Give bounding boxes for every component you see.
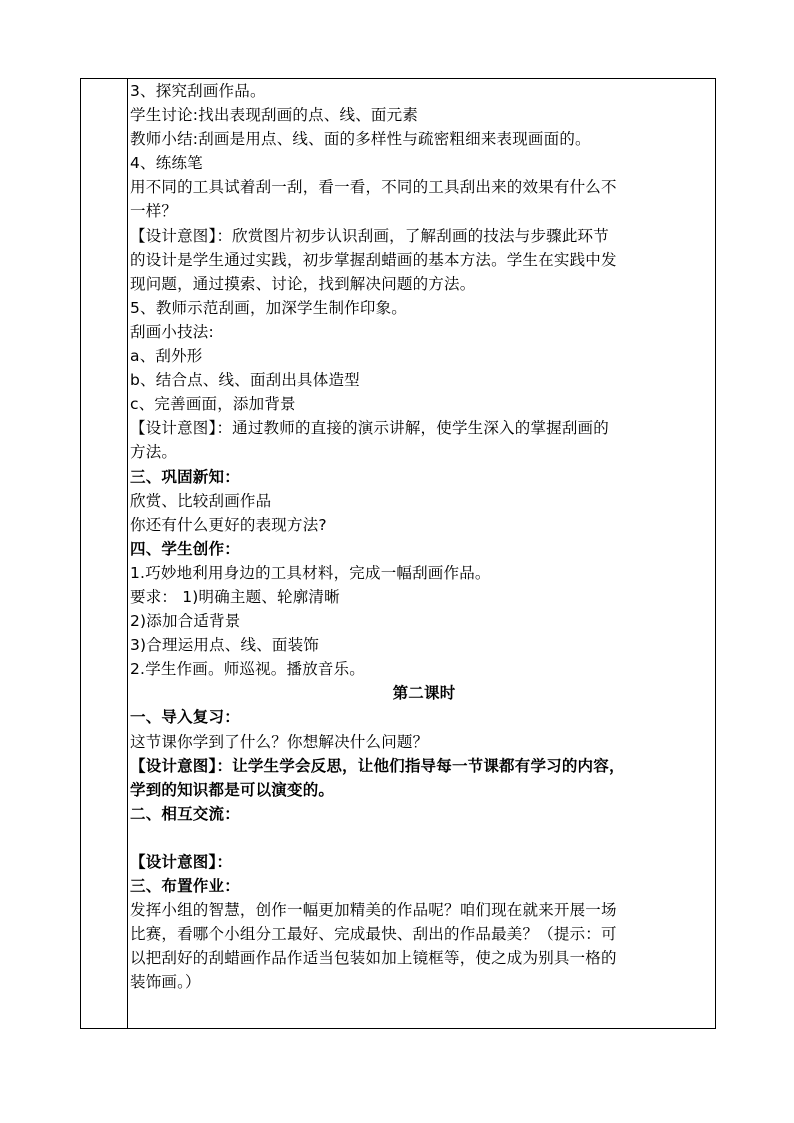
text-line: 发挥小组的智慧，创作一幅更加精美的作品呢？咱们现在就来开展一场 (130, 901, 617, 920)
text-line: 【设计意图】：让学生学会反思，让他们指导每一节课都有学习的内容， (130, 756, 625, 775)
text-line: 你还有什么更好的表现方法? (130, 515, 327, 534)
text-line: 学到的知识都是可以演变的。 (130, 780, 335, 799)
text-line: 三、布置作业： (130, 877, 240, 896)
text-line: 教师小结:刮画是用点、线、面的多样性与疏密粗细来表现画面的。 (130, 130, 591, 149)
lesson-table (80, 78, 716, 1029)
lesson-content-cell (130, 79, 718, 995)
text-line: 5、教师示范刮画，加深学生制作印象。 (130, 298, 407, 317)
text-line: 一样？ (130, 202, 178, 221)
table-left-column (81, 79, 128, 1028)
text-line: 的设计是学生通过实践，初步掌握刮蜡画的基本方法。学生在实践中发 (130, 250, 617, 269)
text-line: 这节课你学到了什么？你想解决什么问题？ (130, 732, 429, 751)
text-line: 四、学生创作： (130, 539, 240, 558)
text-line: 欣赏、比较刮画作品 (130, 491, 272, 510)
text-line: 4、练练笔 (130, 154, 203, 173)
text-line: 第二课时 (392, 684, 456, 703)
blank-line (130, 826, 718, 850)
text-line: 一、导入复习： (130, 708, 240, 727)
text-line: 三、巩固新知： (130, 467, 240, 486)
text-line: 比赛，看哪个小组分工最好、完成最快、刮出的作品最美？（提示：可 (130, 925, 617, 944)
text-line: 以把刮好的刮蜡画作品作适当包装如加上镜框等，使之成为别具一格的 (130, 949, 617, 968)
text-line: 2.学生作画。师巡视。播放音乐。 (130, 660, 365, 679)
text-line: 用不同的工具试着刮一刮，看一看，不同的工具刮出来的效果有什么不 (130, 178, 617, 197)
text-line: c、完善画面，添加背景 (130, 395, 296, 414)
text-line: 2)添加合适背景 (130, 612, 241, 631)
text-line: 3)合理运用点、线、面装饰 (130, 636, 320, 655)
text-line: 现问题，通过摸索、讨论，找到解决问题的方法。 (130, 274, 476, 293)
text-line: 【设计意图】：欣赏图片初步认识刮画，了解刮画的技法与步骤此环节 (130, 226, 609, 245)
text-line: 学生讨论:找出表现刮画的点、线、面元素 (130, 106, 419, 125)
text-line: 3、探究刮画作品。 (130, 82, 266, 100)
text-line: b、结合点、线、面刮出具体造型 (130, 371, 360, 390)
text-line: 装饰画。） (130, 973, 201, 992)
text-line: 刮画小技法: (130, 322, 214, 341)
text-line: a、刮外形 (130, 347, 203, 366)
text-line: 【设计意图】： (130, 853, 233, 871)
text-line: 要求： 1)明确主题、轮廓清晰 (130, 587, 340, 606)
text-line: 1.巧妙地利用身边的工具材料，完成一幅刮画作品。 (130, 563, 491, 582)
text-line: 【设计意图】：通过教师的直接的演示讲解，使学生深入的掌握刮画的 (130, 419, 609, 438)
text-line: 方法。 (130, 443, 178, 462)
text-line: 二、相互交流： (130, 804, 240, 823)
